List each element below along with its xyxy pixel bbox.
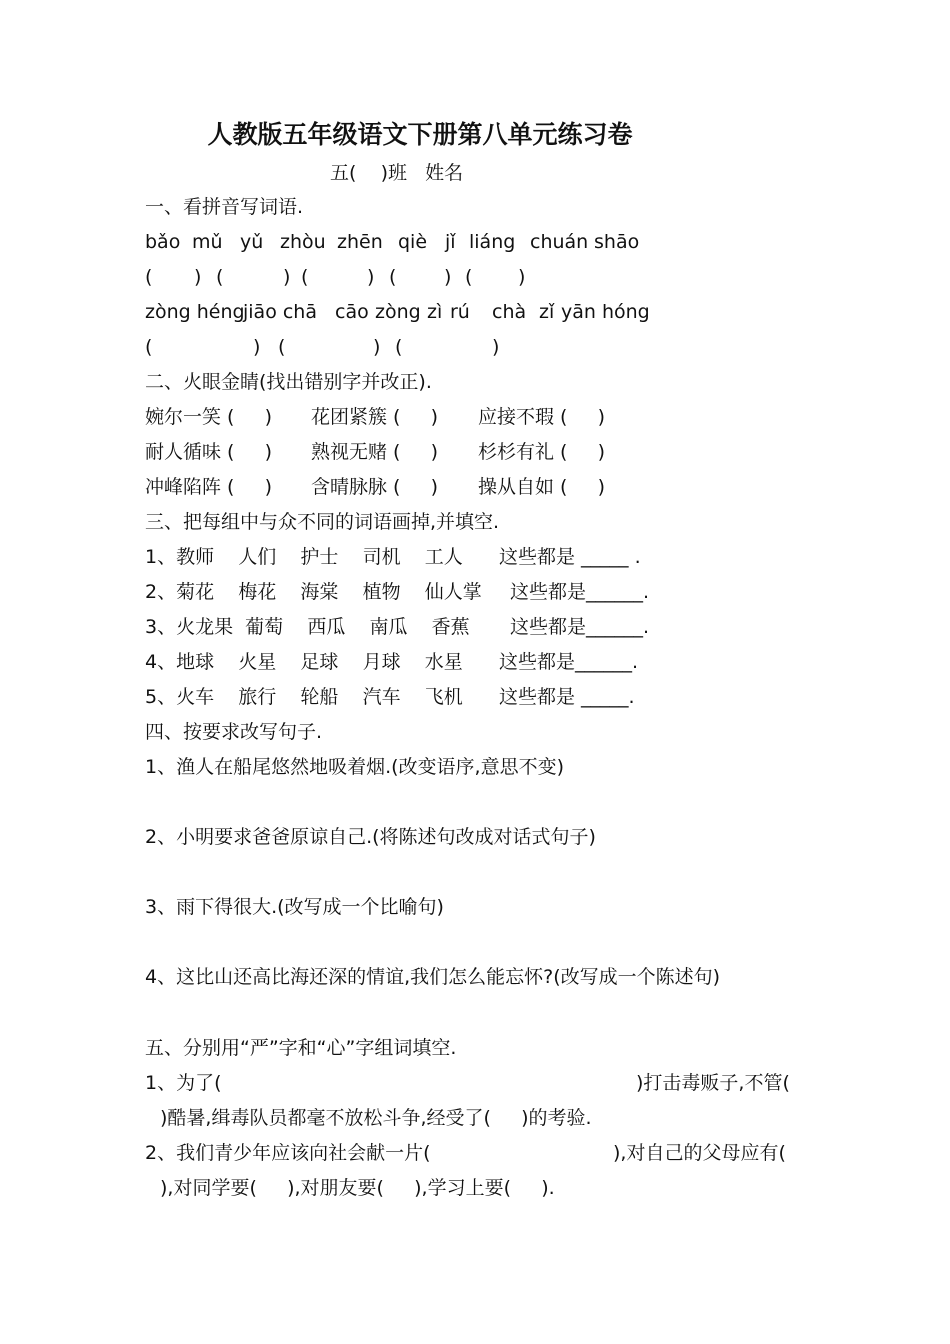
pinyin: shāo (594, 231, 640, 253)
fill-blank[interactable]: 这些都是______. (499, 651, 639, 673)
blank-paren: ) (518, 266, 526, 288)
blank-paren[interactable]: ( (278, 336, 286, 358)
odd-one-out-words[interactable]: 2、菊花 梅花 海棠 植物 仙人掌 (145, 581, 482, 603)
blank-paren[interactable]: ( (216, 266, 224, 288)
blank-paren[interactable]: ( (389, 266, 397, 288)
blank-paren: ) (194, 266, 202, 288)
pinyin: zòng (375, 301, 421, 323)
typo-item[interactable]: 应接不瑕 ( ) (478, 406, 606, 428)
blank-paren: ) (373, 336, 381, 358)
typo-item[interactable]: 杉杉有礼 ( ) (478, 441, 606, 463)
blank-paren[interactable]: ( (145, 336, 153, 358)
fill-blank[interactable]: 这些都是 _____ . (499, 546, 641, 568)
section-4-heading: 四、按要求改写句子. (145, 721, 323, 743)
pinyin: chuán (530, 231, 589, 253)
typo-item[interactable]: 冲峰陷阵 ( ) (145, 476, 273, 498)
rewrite-question: 3、雨下得很大.(改写成一个比喻句) (145, 896, 444, 918)
section-1-heading: 一、看拼音写词语. (145, 196, 304, 218)
question-1-middle[interactable]: )打击毒贩子,不管( (636, 1072, 790, 1094)
pinyin: jǐ (445, 231, 456, 253)
blank-paren[interactable]: ( (145, 266, 153, 288)
section-2-heading: 二、火眼金睛(找出错别字并改正). (145, 371, 432, 393)
typo-item[interactable]: 含晴脉脉 ( ) (311, 476, 439, 498)
odd-one-out-words[interactable]: 4、地球 火星 足球 月球 水星 (145, 651, 463, 673)
blank-paren[interactable]: ( (301, 266, 309, 288)
page-title: 人教版五年级语文下册第八单元练习卷 (207, 120, 633, 149)
blank-paren: ) (444, 266, 452, 288)
question-2-start[interactable]: 2、我们青少年应该向社会献一片( (145, 1142, 431, 1164)
pinyin: zhēn (337, 231, 383, 253)
rewrite-question: 1、渔人在船尾悠然地吸着烟.(改变语序,意思不变) (145, 756, 564, 778)
blank-paren: ) (283, 266, 291, 288)
class-name-line: 五( )班 姓名 (330, 162, 464, 184)
pinyin: chà (492, 301, 527, 323)
pinyin: cāo (335, 301, 369, 323)
typo-item[interactable]: 花团紧簇 ( ) (311, 406, 439, 428)
odd-one-out-words[interactable]: 3、火龙果 葡萄 西瓜 南瓜 香蕉 (145, 616, 470, 638)
blank-paren: ) (492, 336, 500, 358)
pinyin: bǎo (145, 231, 181, 253)
odd-one-out-words[interactable]: 5、火车 旅行 轮船 汽车 飞机 (145, 686, 463, 708)
pinyin: jiāo chā (243, 301, 317, 323)
question-2-middle[interactable]: ),对自己的父母应有( (613, 1142, 786, 1164)
pinyin: zhòu (280, 231, 326, 253)
pinyin: rú (450, 301, 470, 323)
pinyin: yān hóng (561, 301, 650, 323)
pinyin: yǔ (240, 231, 264, 253)
blank-paren: ) (253, 336, 261, 358)
rewrite-question: 4、这比山还高比海还深的情谊,我们怎么能忘怀?(改写成一个陈述句) (145, 966, 721, 988)
question-1-end[interactable]: )酷暑,缉毒队员都毫不放松斗争,经受了( )的考验. (160, 1107, 592, 1129)
blank-paren[interactable]: ( (395, 336, 403, 358)
typo-item[interactable]: 婉尔一笑 ( ) (145, 406, 273, 428)
odd-one-out-words[interactable]: 1、教师 人们 护士 司机 工人 (145, 546, 463, 568)
section-3-heading: 三、把每组中与众不同的词语画掉,并填空. (145, 511, 500, 533)
pinyin: zì (427, 301, 443, 323)
section-5-heading: 五、分别用“严”字和“心”字组词填空. (145, 1037, 457, 1059)
question-2-end[interactable]: ),对同学要( ),对朋友要( ),学习上要( ). (160, 1177, 555, 1199)
typo-item[interactable]: 耐人循味 ( ) (145, 441, 273, 463)
fill-blank[interactable]: 这些都是 _____. (499, 686, 635, 708)
typo-item[interactable]: 熟视无赌 ( ) (311, 441, 439, 463)
pinyin: zǐ (539, 301, 555, 323)
pinyin: liáng (469, 231, 516, 253)
typo-item[interactable]: 操从自如 ( ) (478, 476, 606, 498)
fill-blank[interactable]: 这些都是______. (510, 616, 650, 638)
pinyin: mǔ (192, 231, 223, 253)
fill-blank[interactable]: 这些都是______. (510, 581, 650, 603)
blank-paren[interactable]: ( (465, 266, 473, 288)
pinyin: qiè (398, 231, 428, 253)
blank-paren: ) (367, 266, 375, 288)
question-1-start[interactable]: 1、为了( (145, 1072, 222, 1094)
pinyin: zòng héng (145, 301, 245, 323)
rewrite-question: 2、小明要求爸爸原谅自己.(将陈述句改成对话式句子) (145, 826, 596, 848)
